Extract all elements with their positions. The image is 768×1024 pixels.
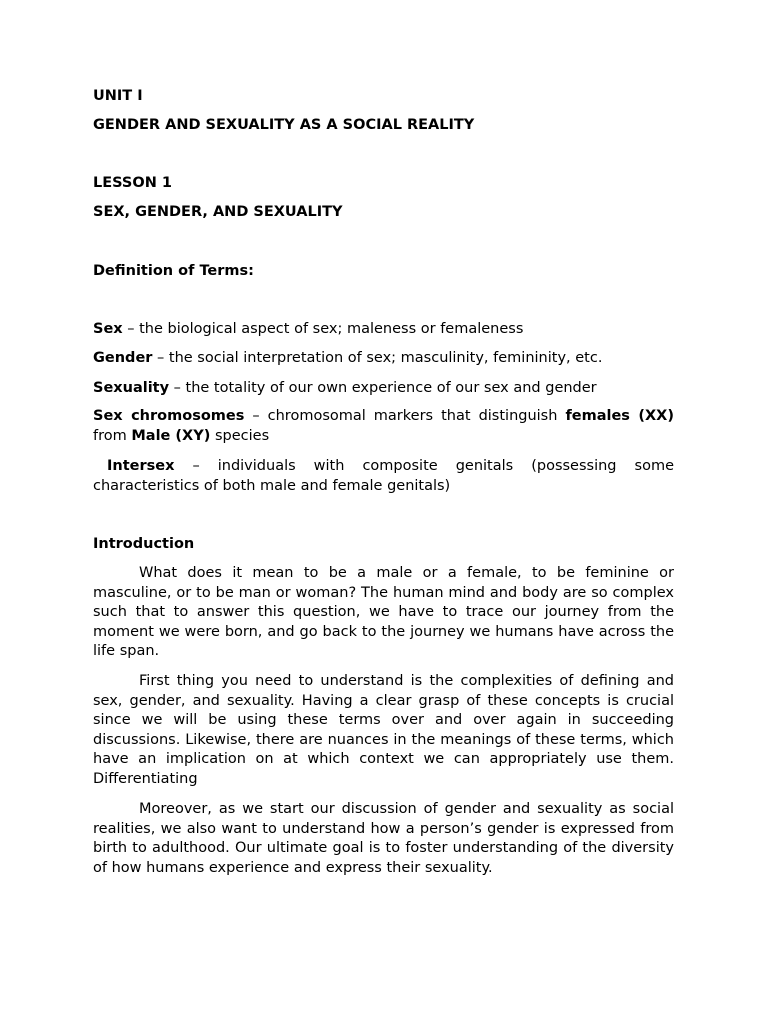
definition-sex-chromosomes-text: – chromosomal markers that distinguish: [244, 408, 566, 424]
term-sex-chromosomes: Sex chromosomes: [93, 408, 245, 424]
term-male-xy: Male (XY): [131, 427, 211, 444]
definition-sex-text: – the biological aspect of sex; maleness or femaleness: [122, 321, 524, 337]
definitions-heading: Definition of Terms:: [93, 263, 254, 279]
definition-sexuality-text: – the totality of our own experience of our sex and gender: [169, 380, 597, 396]
definition-sexuality: [93, 379, 597, 398]
introduction-heading: Introduction: [93, 536, 195, 552]
introduction-paragraph-1: What does it mean to be a male or a female, to be feminine or masculine, or to be man or woman? The human mind and body are so complex such that to answer this question, we have to trace our journey from the moment we were born, and go back to the journey we humans have across the life span.: [93, 565, 674, 660]
term-intersex: Intersex: [107, 458, 175, 474]
definition-sex: [93, 320, 523, 339]
definition-sex-chromosomes: [93, 407, 674, 446]
lesson-label: LESSON 1: [93, 175, 172, 191]
introduction-paragraph-2: First thing you need to understand is the complexities of defining and sex, gender, and sexuality. Having a clear grasp of these concepts is crucial since we will be using these terms over and over again in succeeding discussions. Likewise, there are nuances in the meanings of these terms, which have an implication on at which context we can appropriately use them. Differentiating: [93, 673, 674, 787]
introduction-paragraph-3: Moreover, as we start our discussion of gender and sexuality as social realities, we also want to understand how a person’s gender is expressed from birth to adulthood. Our ultimate goal is to foster understanding of the diversity of how humans experience and express their sexuality.: [93, 801, 674, 876]
definition-gender-text: – the social interpretation of sex; masculinity, femininity, etc.: [152, 350, 603, 366]
unit-label: UNIT I: [93, 88, 143, 104]
term-sexuality: Sexuality: [93, 380, 170, 396]
definition-species-text: species: [210, 427, 270, 444]
term-sex: Sex: [93, 321, 123, 337]
definition-intersex-text: – individuals with composite genitals (possessing some characteristics of both male and female genitals): [93, 458, 674, 494]
term-females-xx: females (XX): [565, 408, 674, 424]
unit-title: GENDER AND SEXUALITY AS A SOCIAL REALITY: [93, 117, 475, 133]
definition-from-text: from: [93, 427, 132, 444]
definition-intersex: [93, 457, 674, 496]
term-gender: Gender: [93, 350, 153, 366]
definition-gender: [93, 349, 602, 368]
lesson-title: SEX, GENDER, AND SEXUALITY: [93, 204, 343, 220]
